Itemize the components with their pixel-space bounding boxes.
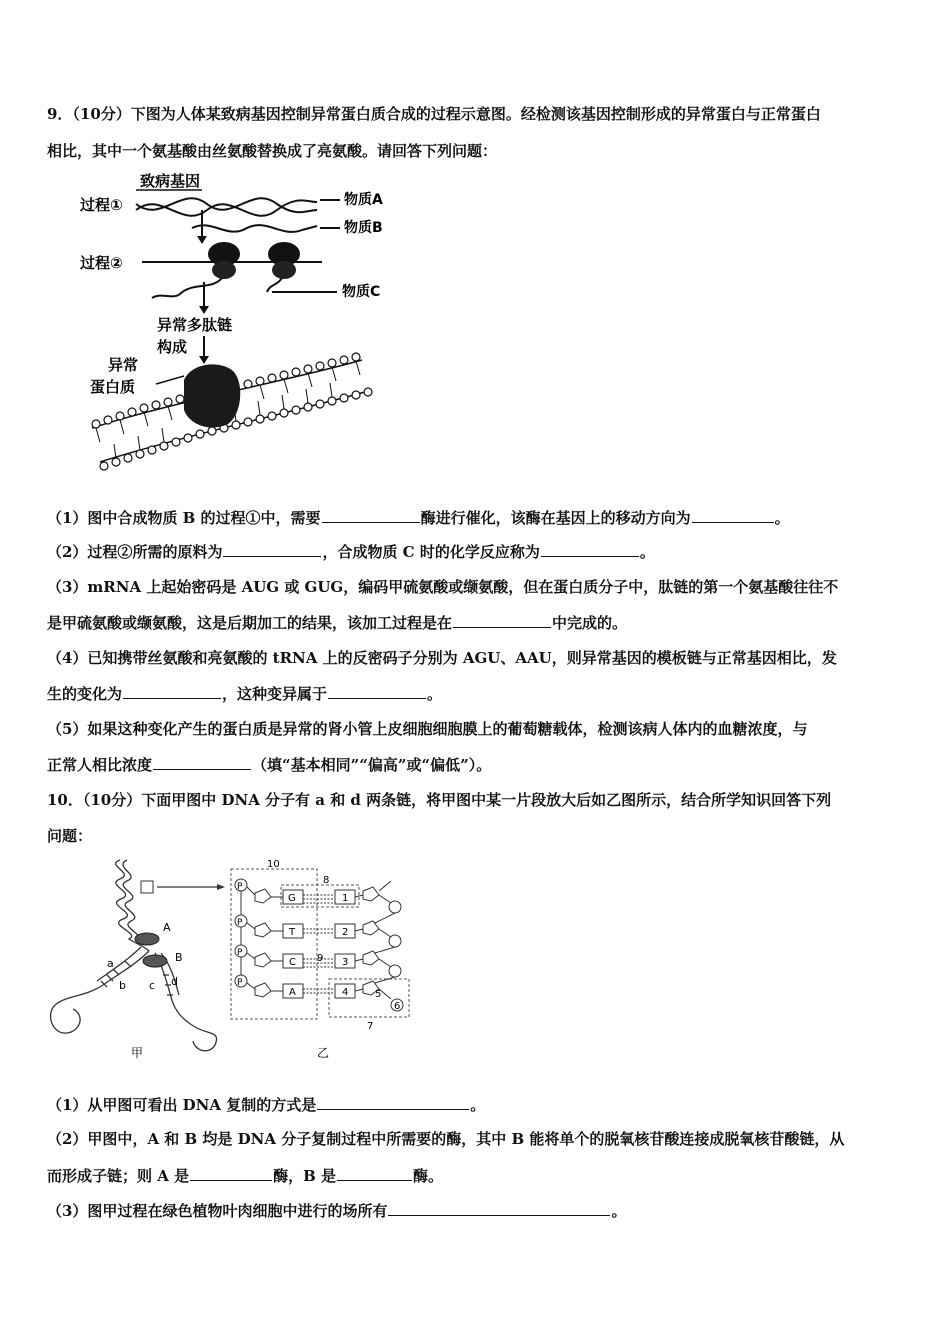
q9-sub4-text-a: 生的变化为 [47,685,123,703]
q10-sub2-text-c: 酶。 [413,1167,444,1185]
q10-sub3 [47,1200,626,1221]
q9-sub3-text-b: 中完成的。 [552,614,628,632]
peptide-label: 异常多肽链 [157,316,233,334]
q9-figure [72,170,402,478]
material-a-label: 物质A [344,192,383,208]
q10-sub2-line1 [47,1128,844,1149]
replication-fork [51,860,217,1051]
q10-stem-line2 [47,825,92,846]
q9-sub2-blank-1[interactable] [223,542,321,557]
q9-sub2-text-b: ，合成物质 C 时的化学反应称为 [322,543,540,561]
figure-yi-label: 乙 [317,1046,330,1060]
q9-sub4-line2 [47,683,442,704]
q9-sub1-text-a: （1）图中合成物质 B 的过程①中，需要 [47,509,321,527]
dna-segment-zoom [231,859,409,1032]
enzyme-b-label: B [175,951,183,964]
material-b-label: 物质B [344,220,383,236]
q9-sub5-text-a: 正常人相比浓度 [47,756,153,774]
label-5: 5 [375,989,382,1000]
label-10: 10 [267,859,280,870]
material-c-label: 物质C [342,284,381,300]
q9-sub1 [47,507,790,528]
label-4: 4 [342,987,349,998]
q9-sub1-blank-1[interactable] [322,508,420,523]
q10-sub1-text-b: 。 [470,1096,486,1114]
q10-stem-text-2: 问题： [47,827,93,845]
q9-sub1-blank-2[interactable] [692,508,774,523]
q9-sub4-blank-2[interactable] [328,684,426,699]
q9-sub4-text-1: （4）已知携带丝氨酸和亮氨酸的 tRNA 上的反密码子分别为 AGU、AAU，则异常基因的模板链与正常基因相比，发 [47,649,837,667]
gene-expression-diagram [72,170,402,478]
q10-sub3-text-b: 。 [611,1202,627,1220]
q9-sub5-text-b: （填“基本相同”“偏高”或“偏低”）。 [252,756,492,774]
q9-sub5-line1 [47,718,807,739]
base-a: A [289,987,296,998]
q10-sub2-line2 [47,1165,443,1186]
q9-sub4-text-c: 。 [427,685,443,703]
process2-label: 过程② [80,254,123,272]
protein-label-1: 异常 [108,356,139,374]
q9-sub2 [47,541,655,562]
q9-sub4-blank-1[interactable] [123,684,221,699]
q10-sub1-blank[interactable] [317,1095,469,1110]
q10-sub2-text-a: 而形成子链；则 A 是 [47,1167,190,1185]
base-c: C [289,957,296,968]
label-1: 1 [342,893,349,904]
label-9: 9 [317,953,324,964]
q10-stem-text-1: 10．（10分）下面甲图中 DNA 分子有 a 和 d 两条链，将甲图中某一片段放大后如乙图所示，结合所学知识回答下列 [47,791,832,809]
q9-sub2-text-c: 。 [639,543,655,561]
label-6: 6 [394,1001,401,1012]
q9-stem-text-2: 相比，其中一个氨基酸由丝氨酸替换成了亮氨酸。请回答下列问题： [47,142,498,160]
q10-sub2-blank-2[interactable] [337,1166,412,1181]
q9-sub3-blank[interactable] [453,613,551,628]
gene-label: 致病基因 [140,172,201,190]
q9-stem-line1 [47,103,821,124]
strand-c-label: c [149,979,156,992]
q9-sub1-text-b: 酶进行催化，该酶在基因上的移动方向为 [420,509,691,527]
label-3: 3 [342,957,349,968]
q10-stem-line1 [47,789,831,810]
label-8: 8 [323,875,330,886]
q9-sub2-blank-2[interactable] [541,542,639,557]
label-2: 2 [342,927,349,938]
q9-sub3-line2 [47,612,627,633]
phosphate-label-4: P [237,978,243,988]
figure-jia-label: 甲 [131,1046,144,1060]
phosphate-label-2: P [237,918,243,928]
process1-label: 过程① [80,196,123,214]
q10-figure [45,855,415,1065]
q9-sub5-blank[interactable] [153,755,251,770]
q9-sub5-text-1: （5）如果这种变化产生的蛋白质是异常的肾小管上皮细胞细胞膜上的葡萄糖载体，检测该病人体内的血糖浓度，与 [47,720,808,738]
strand-a-label: a [107,957,114,970]
q9-sub2-text-a: （2）过程②所需的原料为 [47,543,223,561]
enzyme-a-label: A [163,921,171,934]
q9-sub3-text-1: （3）mRNA 上起始密码是 AUG 或 GUG，编码甲硫氨酸或缬氨酸，但在蛋白质分子中，肽链的第一个氨基酸往往不 [47,578,839,596]
q10-sub1 [47,1094,485,1115]
q9-sub3-line1 [47,576,838,597]
phosphate-label-3: P [237,948,243,958]
q9-sub1-text-c: 。 [774,509,790,527]
abnormal-protein-shape [184,364,240,427]
q9-stem-line2 [47,140,497,161]
q9-sub4-text-b: ，这种变异属于 [222,685,328,703]
q10-sub1-text-a: （1）从甲图可看出 DNA 复制的方式是 [47,1096,317,1114]
q9-sub5-line2 [47,754,491,775]
phosphate-label-1: P [237,882,243,892]
strand-d-label: d [171,975,178,988]
q10-sub2-text-1: （2）甲图中，A 和 B 均是 DNA 分子复制过程中所需要的酶，其中 B 能将单个的脱氧核苷酸连接成脱氧核苷酸链，从 [47,1130,845,1148]
q10-sub3-text-a: （3）图甲过程在绿色植物叶肉细胞中进行的场所有 [47,1202,388,1220]
q10-sub2-text-b: 酶，B 是 [273,1167,336,1185]
form-label: 构成 [157,338,188,356]
q9-sub4-line1 [47,647,837,668]
q10-sub3-blank[interactable] [388,1201,610,1216]
q9-stem-text-1: 9．（10分）下图为人体某致病基因控制异常蛋白质合成的过程示意图。经检测该基因控制形成的异常蛋白与正常蛋白 [47,105,821,123]
label-7: 7 [367,1021,374,1032]
dna-replication-diagram [45,855,415,1065]
base-t: T [289,927,296,938]
q10-sub2-blank-1[interactable] [190,1166,272,1181]
protein-label-2: 蛋白质 [90,378,136,396]
strand-b-label: b [119,979,126,992]
q9-sub3-text-a: 是甲硫氨酸或缬氨酸，这是后期加工的结果，该加工过程是在 [47,614,453,632]
base-g: G [288,893,296,904]
